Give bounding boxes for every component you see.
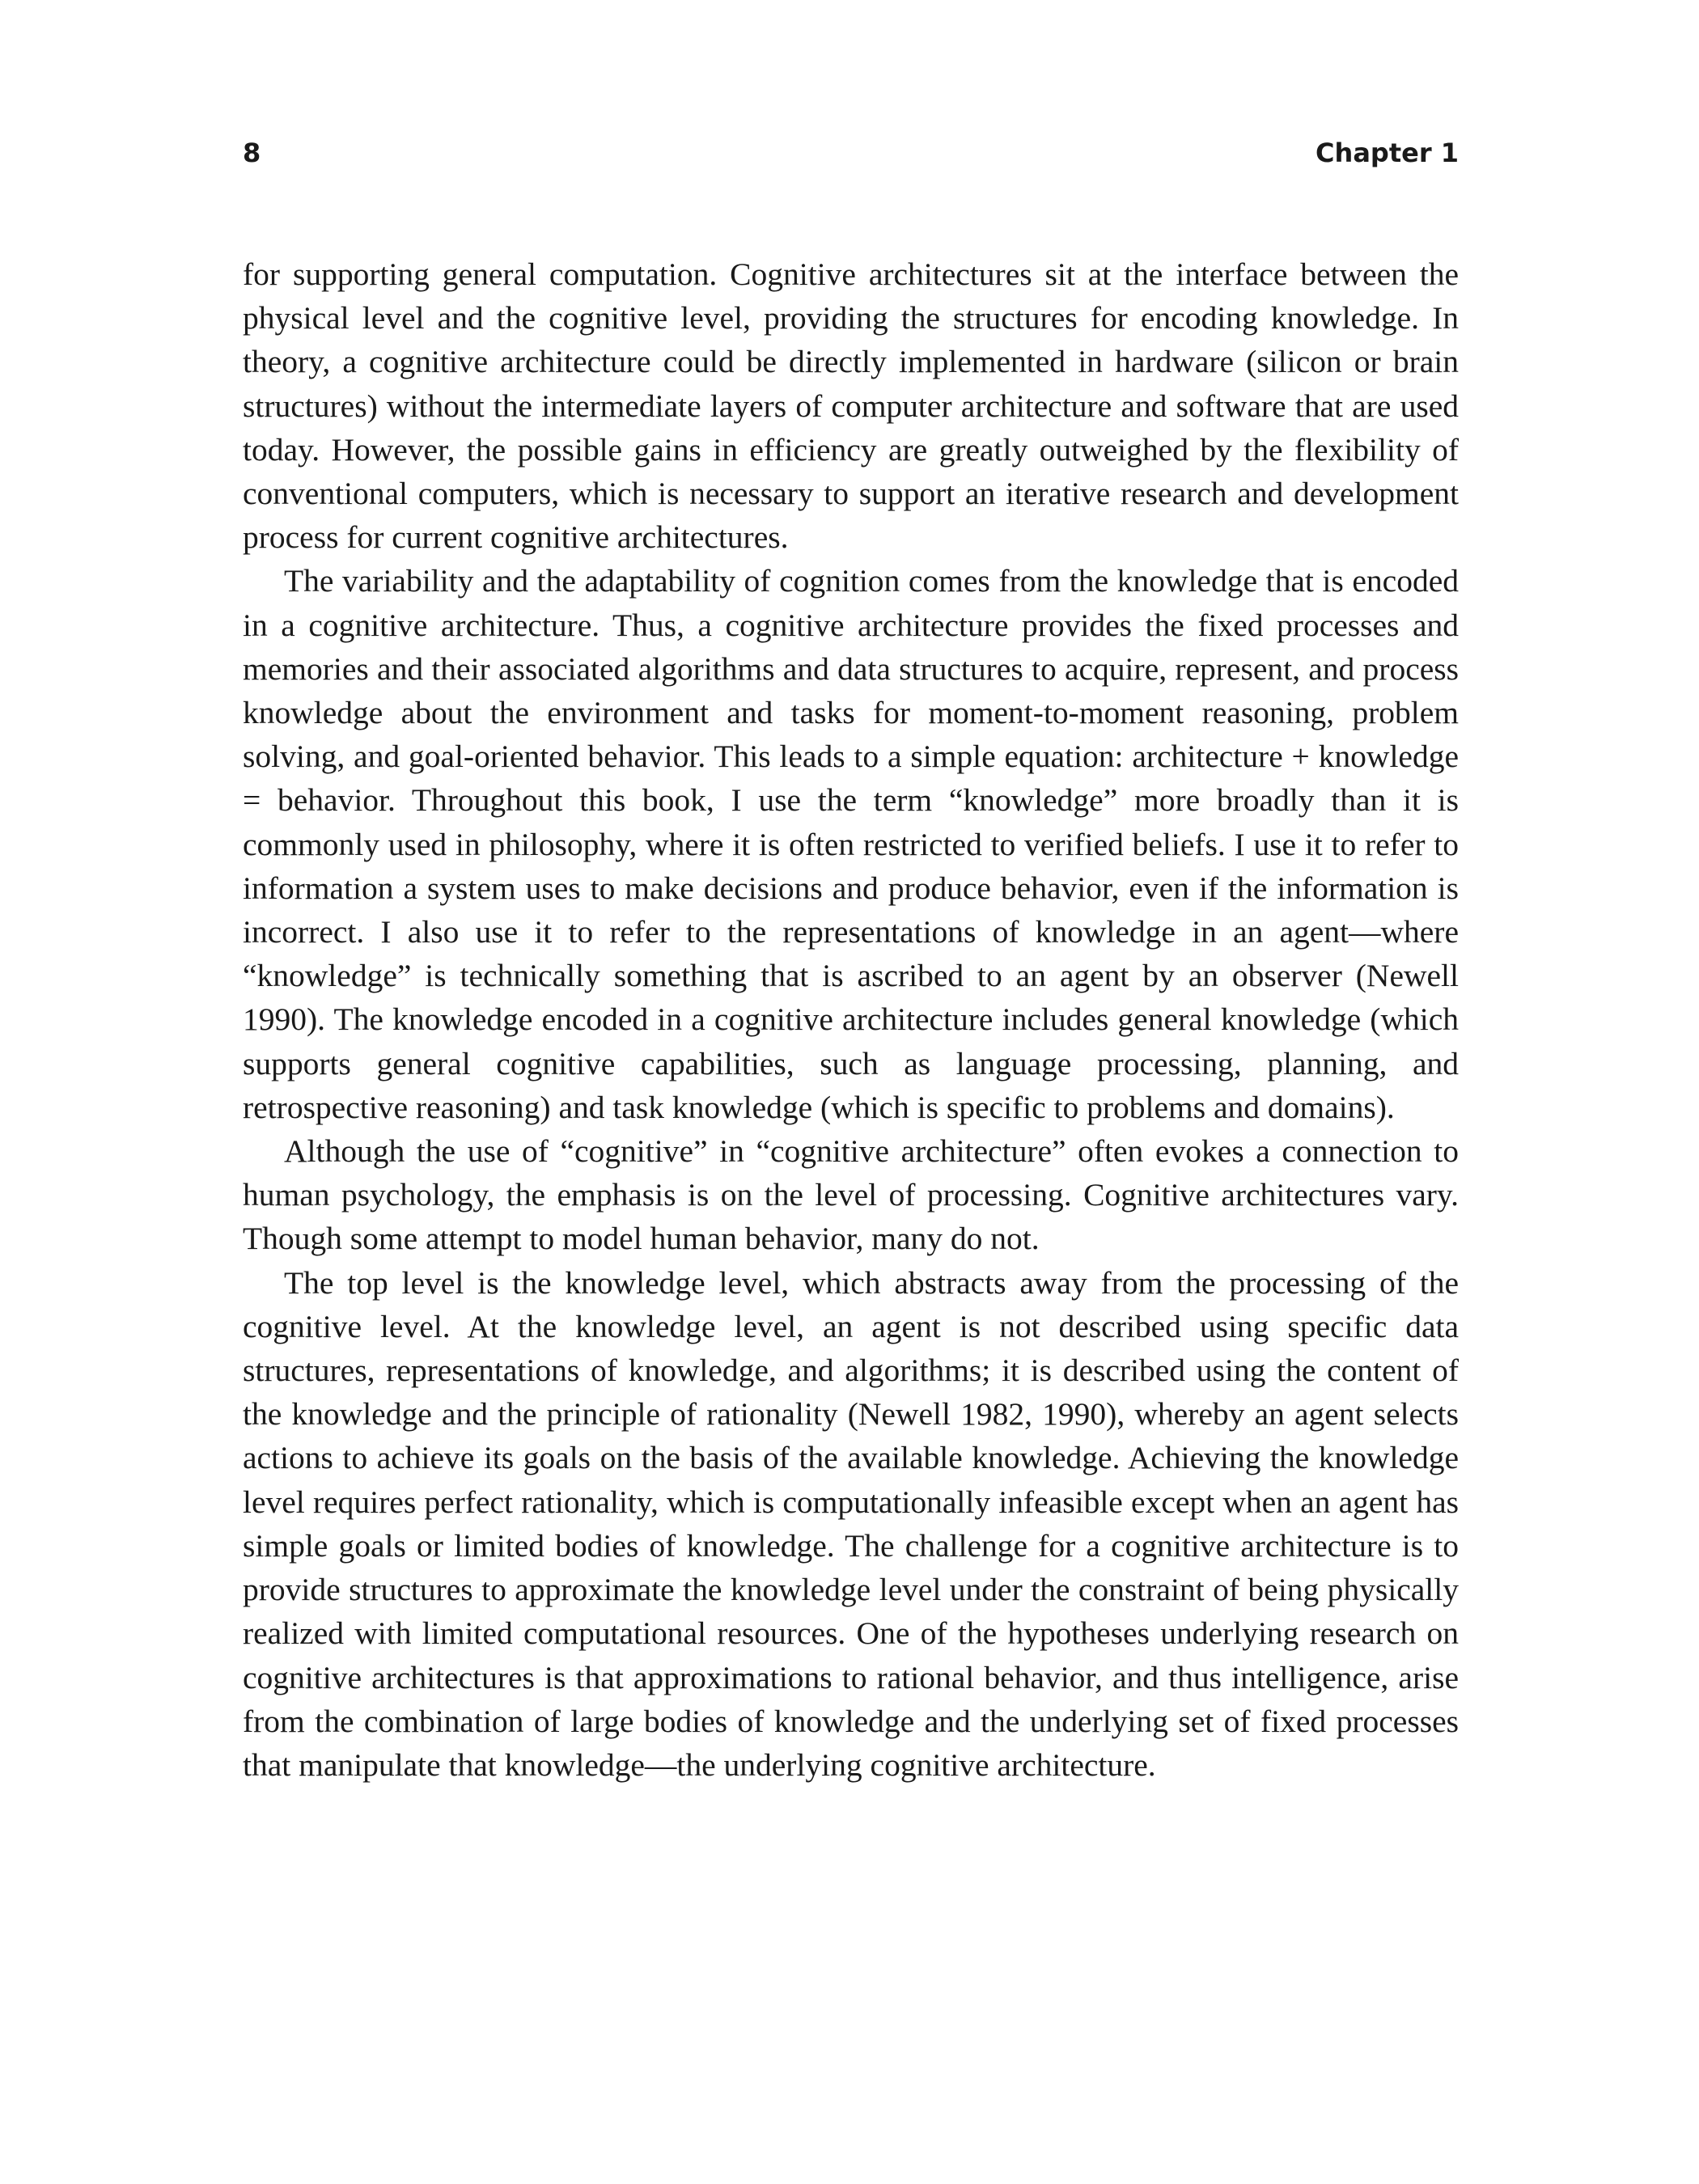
paragraph: Although the use of “cognitive” in “cognitive architecture” often evokes a connection to human psychology, the emphasis is on the level of processing. Cognitive architectures vary. Though some attempt to model human behavior, many do not.	[243, 1133, 1459, 1257]
paragraph: for supporting general computation. Cognitive architectures sit at the interface between the physical level and the cognitive level, providing the structures for encoding knowledge. In theory, a cognitive architecture could be directly implemented in hardware (silicon or brain structures) without the intermediate layers of computer architecture and software that are used today. However, the possible gains in efficiency are greatly outweighed by the flexibility of conventional computers, which is necessary to support an iterative research and development process for current cognitive architectures.	[243, 256, 1459, 556]
running-head	[243, 133, 1459, 172]
paragraph: The variability and the adaptability of cognition comes from the knowledge that is encoded in a cognitive architecture. Thus, a cognitive architecture provides the fixed processes and memories and their associated algorithms and data structures to acquire, represent, and process knowledge about the environment and tasks for moment-to-moment reasoning, problem solving, and goal-oriented behavior. This leads to a simple equation: architecture + knowledge = behavior. Throughout this book, I use the term “knowledge” more broadly than it is commonly used in philosophy, where it is often restricted to verified beliefs. I use it to refer to information a system uses to make decisions and produce behavior, even if the information is incorrect. I also use it to refer to the representations of knowledge in an agent—where “knowledge” is technically something that is ascribed to an agent by an observer (Newell 1990). The knowledge encoded in a cognitive architecture includes general knowledge (which supports general cognitive capabilities, such as language processing, planning, and retrospective reasoning) and task knowledge (which is specific to problems and domains).	[243, 563, 1459, 1125]
page-number: 8	[243, 138, 261, 168]
body-text	[243, 252, 1459, 1787]
chapter-label: Chapter 1	[1316, 138, 1459, 168]
paragraph: The top level is the knowledge level, which abstracts away from the processing of the cognitive level. At the knowledge level, an agent is not described using specific data structures, representations of knowledge, and algorithms; it is described using the content of the knowledge and the principle of rationality (Newell 1982, 1990), whereby an agent selects actions to achieve its goals on the basis of the available knowledge. Achieving the knowledge level requires perfect rationality, which is computationally infeasible except when an agent has simple goals or limited bodies of knowledge. The challenge for a cognitive architecture is to provide structures to approximate the knowledge level under the constraint of being physically realized with limited computational resources. One of the hypotheses underlying research on cognitive architectures is that approximations to rational behavior, and thus intelligence, arise from the combination of large bodies of knowledge and the underlying set of fixed processes that manipulate that knowledge—the underlying cognitive architecture.	[243, 1264, 1459, 1783]
